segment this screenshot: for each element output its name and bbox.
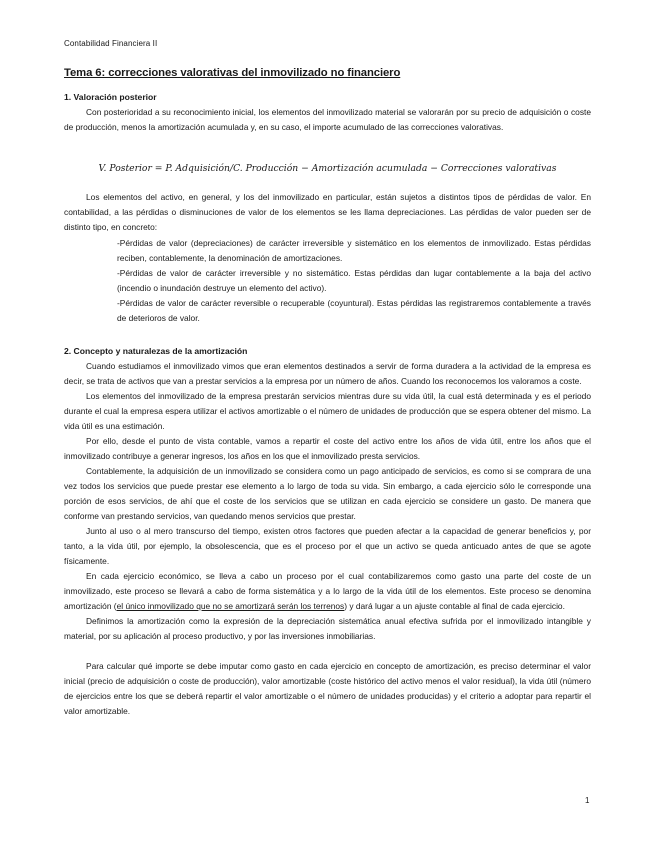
section-2 <box>64 344 591 719</box>
paragraph: Los elementos del activo, en general, y los del inmovilizado en particular, están sujetos a distintos tipos de pérdidas de valor. En contabilidad, a las pérdidas o disminuciones de valor de los elementos se les llama depreciaciones. Las pérdidas de valor pueden ser de distinto tipo, en concreto: <box>64 192 591 232</box>
paragraph: Con posterioridad a su reconocimiento inicial, los elementos del inmovilizado material se valorarán por su precio de adquisición o coste de producción, menos la amortización acumulada y, en su caso, el importe acumulado de las correcciones valorativas. <box>64 107 591 132</box>
paragraph: Contablemente, la adquisición de un inmovilizado se considera como un pago anticipado de servicios, es como si se comprara de una vez todos los servicios que puede prestar ese elemento a lo largo de toda su vida. Sin embargo, a cada ejercicio sólo le corresponde una porción de esos servicios, de ahí que el coste de los servicios que se utilizan en cada ejercicio se considere un gasto. De manera que conforme van prestando servicios, van quedando menos servicios que prestar. <box>64 466 591 521</box>
paragraph: Para calcular qué importe se debe imputar como gasto en cada ejercicio en concepto de amortización, es preciso determinar el valor inicial (precio de adquisición o coste de producción), valor amortizable (coste histórico del activo menos el valor residual), la vida útil (número de ejercicios entre los que se deberá repartir el valor amortizable o el número de unidades producidas) y el criterio a adoptar para repartir el valor amortizable. <box>64 661 591 716</box>
paragraph: Junto al uso o al mero transcurso del tiempo, existen otros factores que pueden afectar a la capacidad de generar beneficios y, por tanto, a la vida útil, por ejemplo, la obsolescencia, que es el proceso por el que un activo se queda anticuado antes de que se agote físicamente. <box>64 526 591 566</box>
list-item: -Pérdidas de valor (depreciaciones) de carácter irreversible y sistemático en los elementos de inmovilizado. Estas pérdidas reciben, contablemente, la denominación de amortizaciones. <box>117 238 591 263</box>
underlined-note: el único inmovilizado que no se amortizará serán los terrenos <box>116 601 345 611</box>
paragraph: Por ello, desde el punto de vista contable, vamos a repartir el coste del activo entre los años de vida útil, entre los años que el inmovilizado contribuye a generar ingresos, los años en los que el inmovilizado presta servicios. <box>64 436 591 461</box>
running-header: Contabilidad Financiera II <box>64 39 158 48</box>
paragraph <box>64 569 591 614</box>
paragraph-text: En cada ejercicio económico, se lleva a cabo un proceso por el cual contabilizaremos como gasto una parte del coste de un inmovilizado, este proceso se llevará a cabo de forma sistemática y a lo largo de la vida útil de los elementos. Este proceso se denomina amortización ( <box>64 571 591 611</box>
list-item: -Pérdidas de valor de carácter reversible o recuperable (coyuntural). Estas pérdidas las registraremos contablemente a través de deterioros de valor. <box>117 298 591 323</box>
valuation-formula: V. Posterior = P. Adquisición/C. Producción − Amortización acumulada − Correcciones valorativas <box>98 163 557 174</box>
depreciation-types-list <box>117 236 591 326</box>
paragraph-text: ) y dará lugar a un ajuste contable al final de cada ejercicio. <box>344 601 565 611</box>
section-heading: 2. Concepto y naturalezas de la amortización <box>64 346 248 356</box>
paragraph: Los elementos del inmovilizado de la empresa prestarán servicios mientras dure su vida útil, la cual está determinada y es el periodo durante el cual la empresa espera utilizar el activos amortizable o el número de unidades de producción que se espera obtener del mismo. La vida útil es una estimación. <box>64 391 591 431</box>
section-1 <box>64 90 591 135</box>
paragraph: Definimos la amortización como la expresión de la depreciación sistemática anual efectiva sufrida por el inmovilizado intangible y material, por su aplicación al proceso productivo, y por las inversiones inmobiliarias. <box>64 616 591 641</box>
section-heading: 1. Valoración posterior <box>64 92 157 102</box>
paragraph: Cuando estudiamos el inmovilizado vimos que eran elementos destinados a servir de forma duradera a la actividad de la empresa es decir, se trata de activos que van a prestar servicios a la empresa por un número de años. Cuando los reconocemos los valoramos a coste. <box>64 361 591 386</box>
page-number: 1 <box>585 796 590 805</box>
page-title: Tema 6: correcciones valorativas del inmovilizado no financiero <box>64 67 401 79</box>
list-item: -Pérdidas de valor de carácter irreversible y no sistemático. Estas pérdidas dan lugar contablemente a la baja del activo (incendio o inundación destruye un elemento del activo). <box>117 268 591 293</box>
